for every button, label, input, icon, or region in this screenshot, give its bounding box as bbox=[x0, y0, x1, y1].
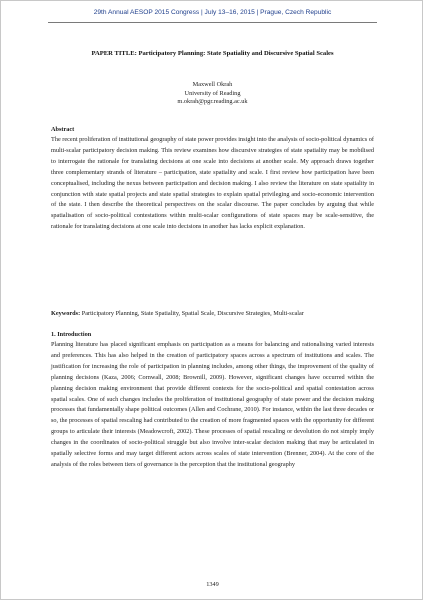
abstract-heading: Abstract bbox=[51, 126, 75, 133]
page-number: 1349 bbox=[206, 581, 219, 588]
running-header: 29th Annual AESOP 2015 Congress | July 13–16, 2015 | Prague, Czech Republic bbox=[93, 9, 332, 16]
author-block bbox=[48, 81, 377, 107]
introduction-text: Planning literature has placed significant emphasis on participation as a means for balancing and rationalising varied interests and preferences. This has also helped in the creation of participatory spaces across a spectrum of institutions and scales. The justification for increasing the role of participation in planning includes, among other things, the improvement of the quality of planning decisions (Kaza, 2006; Cornwall, 2008; Brownill, 2009). However, significant changes have occurred within the planning decision making environment that provide different contexts for the socio-political and spatial contestation across spatial scales. One of such changes includes the proliferation of institutional geography of state power and the decision making processes that fundamentally shape political outcomes (Allen and Cochrane, 2010). For instance, within the last three decades or so, the processes of spatial rescaling had contributed to the creation of more fragmented spaces with the opportunity for different groups to articulate their interests (Meadowcroft, 2002). These processes of spatial rescaling or devolution do not simply imply changes in the coordinates of socio-political struggle but also involve inter-scalar decision making that may be articulated in spatially selective forms and may target different actors across scales of state intervention (Brenner, 2004). At the core of the analysis of the roles between tiers of governance is the perception that the institutional geography bbox=[51, 341, 374, 468]
author-name: Maxwell Okrah bbox=[192, 81, 233, 88]
introduction-heading: 1. Introduction bbox=[51, 331, 92, 338]
paper-title: PAPER TITLE: Participatory Planning: State Spatiality and Discursive Spatial Scales bbox=[91, 50, 334, 57]
keywords-label: Keywords: bbox=[51, 310, 81, 317]
keywords-line bbox=[51, 309, 374, 318]
header-divider bbox=[48, 22, 377, 23]
abstract-text: The recent proliferation of institutional geography of state power provides insight into the analysis of socio-political dynamics of multi-scalar participatory decision making. This review examines how discursive strategies of state spatiality may be mobilised to interrogate the rationale for translating decisions at one scale into decisions at another scale. My approach draws together three complementary strands of literature – participation, state spatiality and scale. I first review how participation have been conceptualised, including the nexus between participation and decision making. I also review the literature on state spatiality in conjunction with state spatial projects and state spatial strategies to explain spatial privileging and socio-economic intervention of the state. I then describe the theoretical perspectives on the scalar discourse. The paper concludes by arguing that while spatialisation of socio-political contestations within multi-scalar configurations of state spaces may be scale-sensitive, the rationale for translating decisions at one scale into decisions in another has lacks explicit explanation. bbox=[51, 136, 374, 231]
author-affiliation: University of Reading bbox=[184, 89, 241, 97]
keywords-text: Participatory Planning, State Spatiality, Spatial Scale, Discursive Strategies, Multi-scalar bbox=[81, 310, 304, 317]
author-email: m.okrah@pgr.reading.ac.uk bbox=[177, 98, 248, 106]
